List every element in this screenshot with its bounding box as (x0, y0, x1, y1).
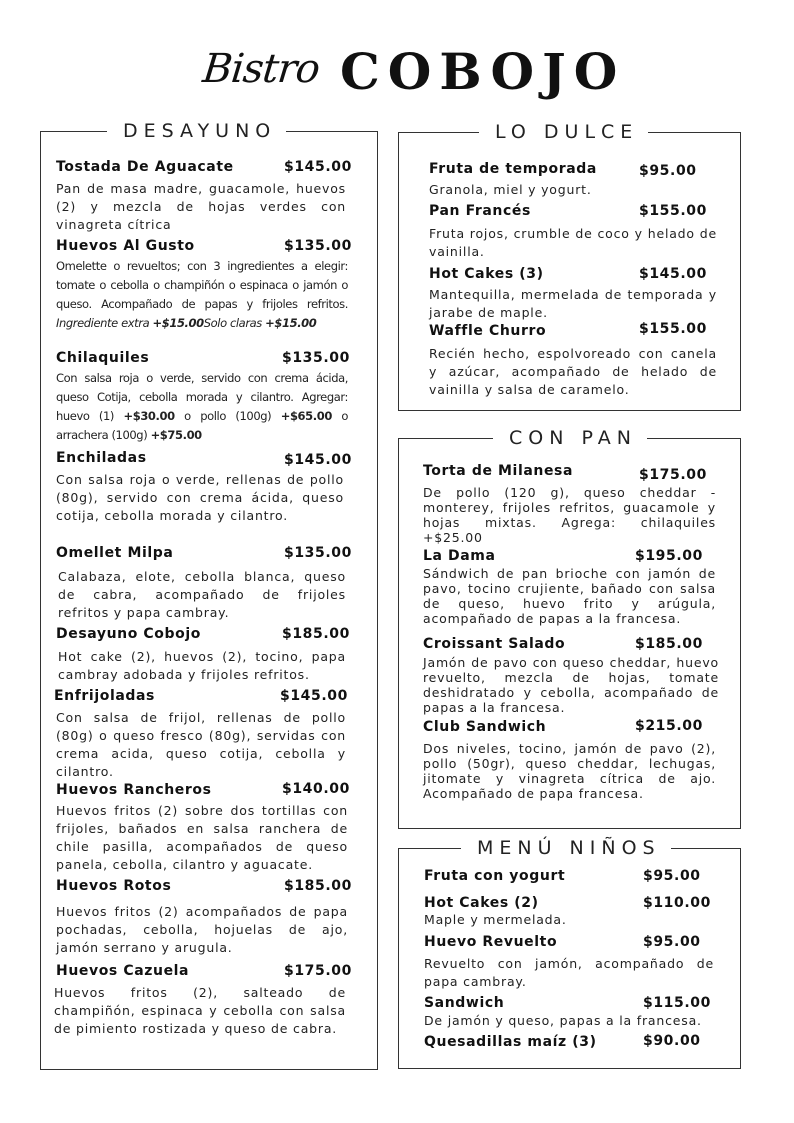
item-name: Huevos Rotos (56, 878, 172, 894)
item-price: $95.00 (643, 868, 701, 884)
item-name: Desayuno Cobojo (56, 626, 201, 642)
item-description: Pan de masa madre, guacamole, huevos (2) y mezcla de hojas verdes con vinagreta cítrica (56, 181, 346, 232)
restaurant-header (0, 40, 794, 110)
item-description: Mantequilla, mermelada de temporada y jarabe de maple. (429, 287, 717, 320)
item-price: $145.00 (284, 159, 352, 175)
add-arrachera-price: +$75.00 (150, 428, 202, 442)
section-menu-ninos (398, 837, 741, 1069)
item-price: $185.00 (282, 626, 350, 642)
item-description: Huevos fritos (2) sobre dos tortillas con frijoles, bañados en salsa ranchera de chile pasilla, acompañados de queso panela, cebolla, cilantro y aguacate. (56, 803, 348, 872)
item-name: Pan Francés (429, 203, 531, 219)
item-name: Enchiladas (56, 450, 147, 466)
item-price: $115.00 (643, 995, 711, 1011)
item-price: $185.00 (284, 878, 352, 894)
item-price: $175.00 (639, 467, 707, 483)
item-description: Recién hecho, espolvoreado con canela y azúcar, acompañado de helado de vainilla y salsa de caramelo. (429, 346, 717, 397)
item-description: Granola, miel y yogurt. (429, 182, 592, 197)
item-price: $215.00 (635, 718, 703, 734)
item-price: $90.00 (643, 1033, 701, 1049)
add-pollo-label: o pollo (100g) (184, 409, 272, 423)
item-price: $135.00 (284, 238, 352, 254)
item-description: Jamón de pavo con queso cheddar, huevo revuelto, mezcla de hojas, tomate deshidratado y cebolla, acompañado de papas a la francesa. (423, 655, 719, 715)
section-con-pan (398, 427, 741, 829)
item-name: Hot Cakes (3) (429, 266, 544, 282)
item-description: Dos niveles, tocino, jamón de pavo (2), pollo (50gr), queso cheddar, lechugas, jitomate y vinagreta cítrica de ajo. Acompañado de papa francesa. (423, 741, 716, 801)
item-name: Quesadillas maíz (3) (424, 1034, 597, 1050)
section-title-bar (399, 837, 740, 859)
brand-name: COBOJO (340, 42, 626, 101)
item-name: Fruta de temporada (429, 161, 597, 177)
item-description: Con salsa roja o verde, rellenas de pollo (80g), servido con crema ácida, queso cotija, cebolla morada y cilantro. (56, 472, 344, 523)
item-description: Maple y mermelada. (424, 912, 567, 927)
add-pollo-price: +$65.00 (280, 409, 332, 423)
item-name: Huevos Rancheros (56, 782, 212, 798)
item-description: Con salsa de frijol, rellenas de pollo (80g) o queso fresco (80g), servidas con crema acida, queso cotija, cebolla y cilantro. (56, 710, 346, 779)
section-title: DESAYUNO (107, 120, 286, 142)
solo-label: Solo claras (203, 316, 262, 330)
item-description: Huevos fritos (2) acompañados de papa pochadas, cebolla, hojuelas de ajo, jamón serrano y arugula. (56, 904, 348, 955)
item-name: Tostada De Aguacate (56, 159, 234, 175)
item-name: Omellet Milpa (56, 545, 174, 561)
item-description (56, 369, 348, 445)
item-name: Fruta con yogurt (424, 868, 566, 884)
item-description: De pollo (120 g), queso cheddar - monterey, frijoles refritos, guacamole y hojas mixtas. Agrega: chilaquiles +$25.00 (423, 485, 716, 545)
item-name: Huevo Revuelto (424, 934, 558, 950)
item-name: Enfrijoladas (54, 688, 155, 704)
item-price: $145.00 (639, 266, 707, 282)
item-name: Sandwich (424, 995, 505, 1011)
item-price: $110.00 (643, 895, 711, 911)
item-price: $145.00 (280, 688, 348, 704)
item-price: $95.00 (639, 163, 697, 179)
item-description: Fruta rojos, crumble de coco y helado de vainilla. (429, 226, 717, 259)
add-arrachera-label: o arrachera (100g) (56, 409, 349, 442)
section-title: MENÚ NIÑOS (461, 837, 671, 859)
extra-price: +$15.00 (152, 316, 204, 330)
item-name: Croissant Salado (423, 636, 566, 652)
item-price: $175.00 (284, 963, 352, 979)
item-name: Huevos Al Gusto (56, 238, 195, 254)
item-price: $155.00 (639, 203, 707, 219)
section-lo-dulce (398, 121, 741, 411)
item-description: Revuelto con jamón, acompañado de papa cambray. (424, 956, 714, 989)
item-price: $145.00 (284, 452, 352, 468)
brand-script-logo: Bistro (200, 46, 322, 92)
item-description-text: Omelette o revueltos; con 3 ingredientes a elegir: tomate o cebolla o champiñón o espinaca o jamón o queso. Acompañado de papas y frijoles refritos. (56, 259, 348, 311)
item-description-text: Con salsa roja o verde, servido con crema ácida, queso Cotija, cebolla morada y cilantro. Agregar: huevo (1) (56, 371, 348, 423)
section-title-bar (399, 427, 740, 449)
item-name: Huevos Cazuela (56, 963, 190, 979)
item-description (56, 257, 348, 333)
solo-price: +$15.00 (265, 316, 317, 330)
item-name: Waffle Churro (429, 323, 547, 339)
section-title-bar (399, 121, 740, 143)
item-price: $195.00 (635, 548, 703, 564)
item-price: $95.00 (643, 934, 701, 950)
item-name: La Dama (423, 548, 496, 564)
item-price: $155.00 (639, 321, 707, 337)
extra-label: Ingrediente extra (56, 316, 150, 330)
item-description: Calabaza, elote, cebolla blanca, queso de cabra, acompañado de frijoles refritos y papa cambray. (58, 569, 346, 620)
item-name: Torta de Milanesa (423, 463, 574, 479)
section-title-bar (41, 120, 377, 142)
item-description: De jamón y queso, papas a la francesa. (424, 1013, 702, 1028)
item-description: Sándwich de pan brioche con jamón de pavo, tocino crujiente, bañado con salsa de queso, huevo frito y arúgula, acompañado de papas a la francesa. (423, 566, 716, 626)
item-description: Huevos fritos (2), salteado de champiñón, espinaca y cebolla con salsa de pimiento rostizada y queso de cabra. (54, 985, 346, 1036)
item-name: Club Sandwich (423, 719, 547, 735)
section-desayuno (40, 120, 378, 1070)
item-price: $185.00 (635, 636, 703, 652)
item-name: Chilaquiles (56, 350, 150, 366)
item-price: $140.00 (282, 781, 350, 797)
add-huevo-price: +$30.00 (123, 409, 175, 423)
item-price: $135.00 (282, 350, 350, 366)
section-title: CON PAN (493, 427, 647, 449)
item-name: Hot Cakes (2) (424, 895, 539, 911)
item-description: Hot cake (2), huevos (2), tocino, papa cambray adobada y frijoles refritos. (58, 649, 346, 682)
item-price: $135.00 (284, 545, 352, 561)
section-title: LO DULCE (479, 121, 648, 143)
